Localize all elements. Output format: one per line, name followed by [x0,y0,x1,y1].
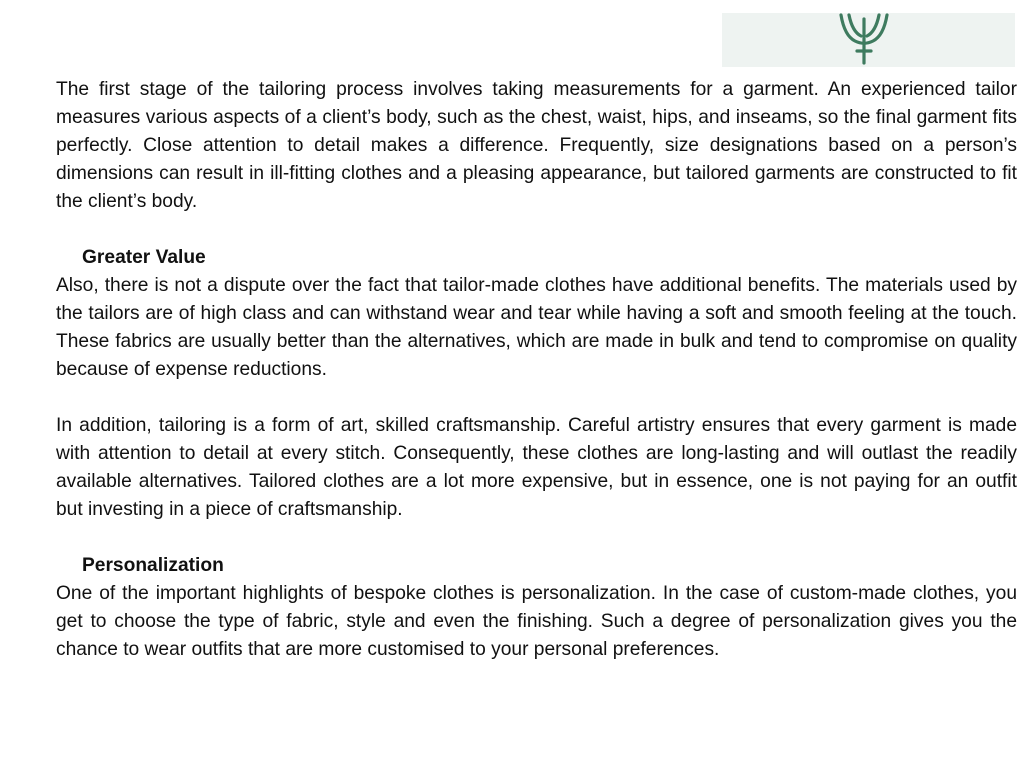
greater-value-paragraph-1: Also, there is not a dispute over the fact that tailor-made clothes have additional benefits. The materials used by the tailors are of high class and can withstand wear and tear while having a soft and smooth feeling at the touch. These fabrics are usually better than the alternatives, which are made in bulk and tend to compromise on quality because of expense reductions. [56,275,1017,380]
personalization-paragraph: One of the important highlights of bespoke clothes is personalization. In the case of custom-made clothes, you get to choose the type of fabric, style and even the finishing. Such a degree of personalization gives you the chance to wear outfits that are more customised to your personal preferences. [56,583,1017,660]
brand-logo [722,13,1015,67]
section-heading-personalization: Personalization [82,555,224,576]
greater-value-paragraph-2: In addition, tailoring is a form of art, skilled craftsmanship. Careful artistry ensures that every garment is made with attention to detail at every stitch. Consequently, these clothes are long-lasting and will outlast the readily available alternatives. Tailored clothes are a lot more expensive, but in essence, one is not paying for an outfit but investing in a piece of craftsmanship. [56,415,1017,520]
intro-paragraph: The first stage of the tailoring process involves taking measurements for a garment. An experienced tailor measures various aspects of a client’s body, such as the chest, waist, hips, and inseams, so the final garment fits perfectly. Close attention to detail makes a difference. Frequently, size designations based on a person’s dimensions can result in ill-fitting clothes and a pleasing appearance, but tailored garments are constructed to fit the client’s body. [56,79,1017,212]
spacer [56,384,1017,412]
section-heading-greater-value: Greater Value [82,247,206,268]
spacer [56,216,1017,244]
spacer [56,524,1017,552]
trident-w-monogram-icon [835,13,895,67]
document-body [56,76,1017,664]
